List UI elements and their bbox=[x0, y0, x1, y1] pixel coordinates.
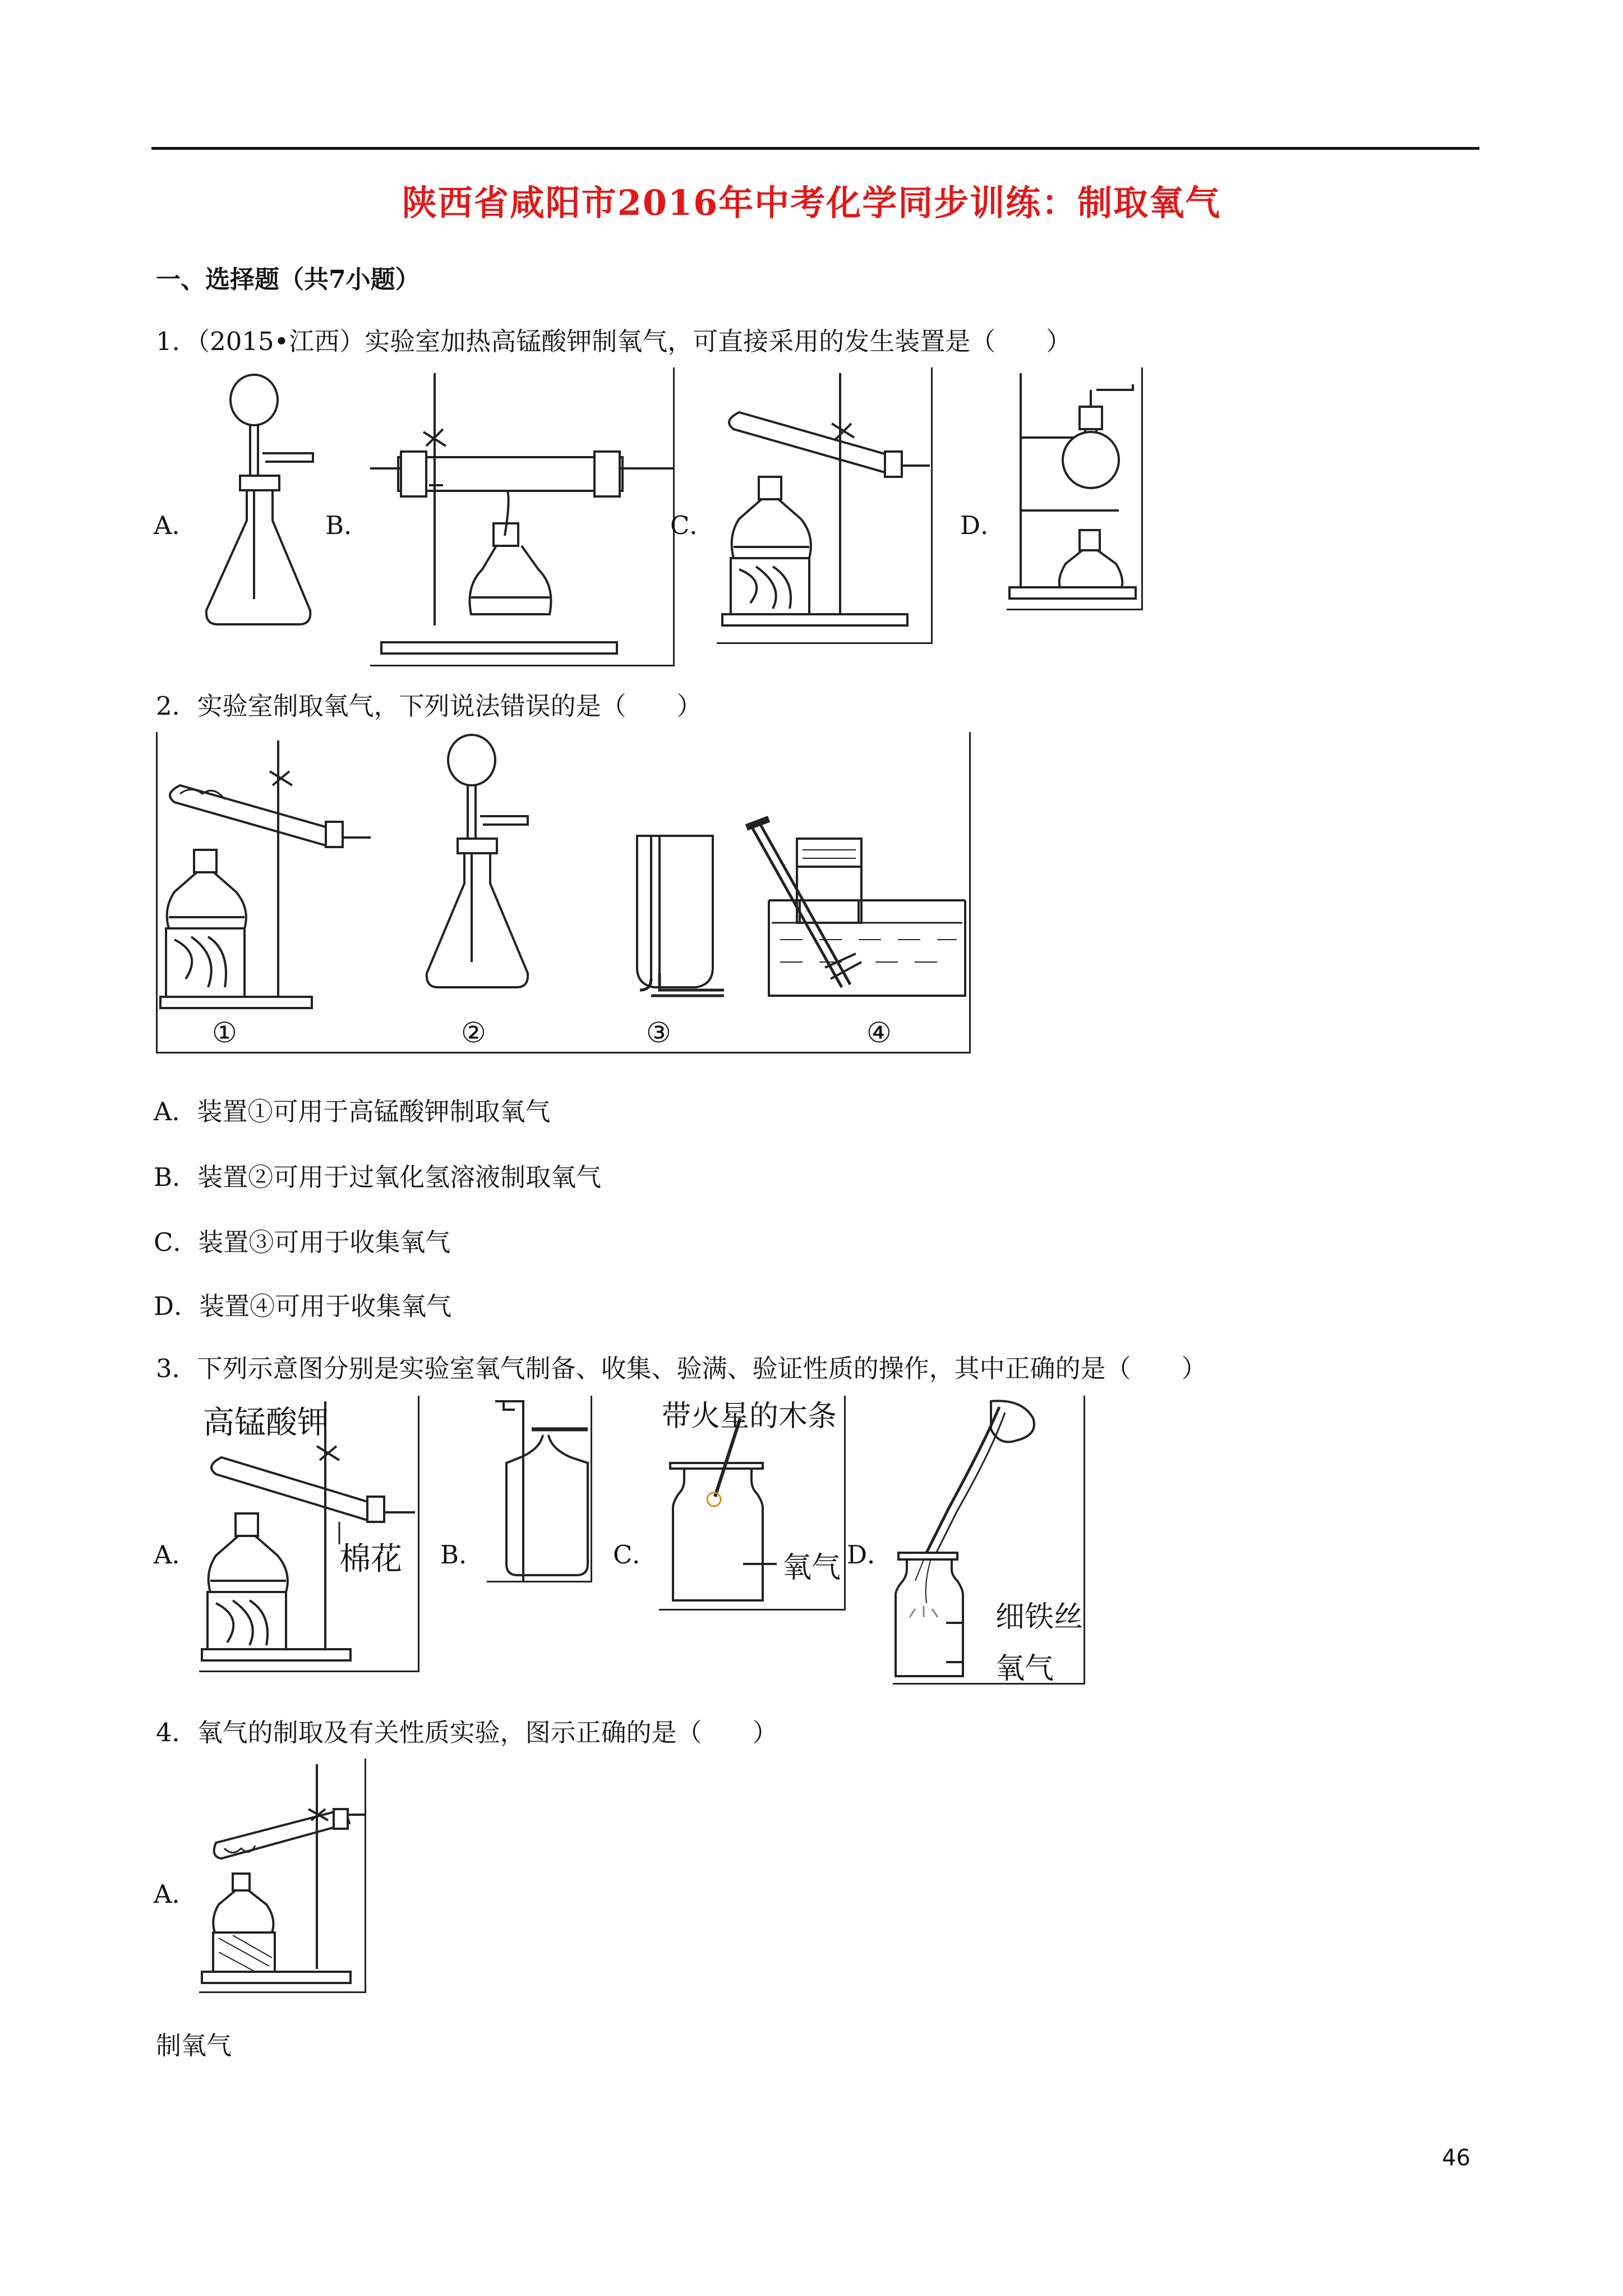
q3-option-a-label: A． bbox=[154, 1540, 197, 1570]
q2-figure-label-3: ③ bbox=[646, 1016, 671, 1049]
q4-caption: 制氧气 bbox=[156, 2031, 232, 2060]
q1-figure-c-test-tube bbox=[717, 367, 933, 644]
q2-figure-four-apparatus bbox=[156, 732, 971, 1053]
q1-figure-d-round-flask bbox=[1007, 367, 1143, 610]
q2-option-d: D．装置④可用于收集氧气 bbox=[154, 1291, 452, 1321]
question-1-stem: 1．（2015•江西）实验室加热高锰酸钾制氧气，可直接采用的发生装置是（ ） bbox=[156, 326, 1072, 356]
question-4-stem: 4．氧气的制取及有关性质实验，图示正确的是（ ） bbox=[156, 1718, 778, 1747]
section-heading: 一、选择题（共7小题） bbox=[156, 265, 420, 294]
q2-figure-label-2: ② bbox=[461, 1016, 486, 1049]
q1-option-c-label: C． bbox=[670, 510, 715, 540]
q2-option-b: B．装置②可用于过氧化氢溶液制取氧气 bbox=[154, 1162, 602, 1192]
q1-option-a-label: A． bbox=[154, 510, 197, 540]
question-3-stem: 3．下列示意图分别是实验室氧气制备、收集、验满、验证性质的操作，其中正确的是（ ） bbox=[156, 1354, 1207, 1383]
q2-figure-label-4: ④ bbox=[866, 1016, 892, 1049]
q1-figure-b-horizontal-tube bbox=[370, 367, 675, 666]
q3-option-c-label: C． bbox=[613, 1540, 658, 1570]
q2-option-a: A．装置①可用于高锰酸钾制取氧气 bbox=[154, 1097, 551, 1126]
q3-label-cotton: 棉花 bbox=[339, 1541, 402, 1577]
q3-label-kmno4: 高锰酸钾 bbox=[203, 1405, 329, 1441]
q3-label-glowing-splint: 带火星的木条 bbox=[662, 1400, 837, 1433]
q3-figure-d-iron-wire-combustion bbox=[893, 1396, 1085, 1685]
q1-option-b-label: B． bbox=[325, 510, 370, 540]
q3-label-oxygen-c: 氧气 bbox=[782, 1551, 841, 1585]
page-title: 陕西省咸阳市2016年中考化学同步训练：制取氧气 bbox=[402, 182, 1221, 223]
question-2-stem: 2．实验室制取氧气，下列说法错误的是（ ） bbox=[156, 691, 702, 721]
top-rule bbox=[151, 147, 1479, 150]
q1-figure-a-flask bbox=[199, 367, 317, 630]
q4-figure-a-oxygen-generation bbox=[199, 1759, 366, 1993]
q3-figure-b-gas-bottle bbox=[487, 1396, 592, 1582]
q3-label-oxygen-d: 氧气 bbox=[995, 1652, 1054, 1686]
q3-option-b-label: B． bbox=[440, 1540, 485, 1570]
q1-option-d-label: D． bbox=[960, 510, 1006, 540]
q3-option-d-label: D． bbox=[847, 1540, 893, 1570]
q2-option-c: C．装置③可用于收集氧气 bbox=[154, 1227, 451, 1257]
q2-figure-label-1: ① bbox=[212, 1016, 237, 1049]
page-number: 46 bbox=[1442, 2145, 1470, 2171]
q3-label-iron-wire: 细铁丝 bbox=[995, 1600, 1083, 1634]
q4-option-a-label: A． bbox=[154, 1879, 197, 1909]
